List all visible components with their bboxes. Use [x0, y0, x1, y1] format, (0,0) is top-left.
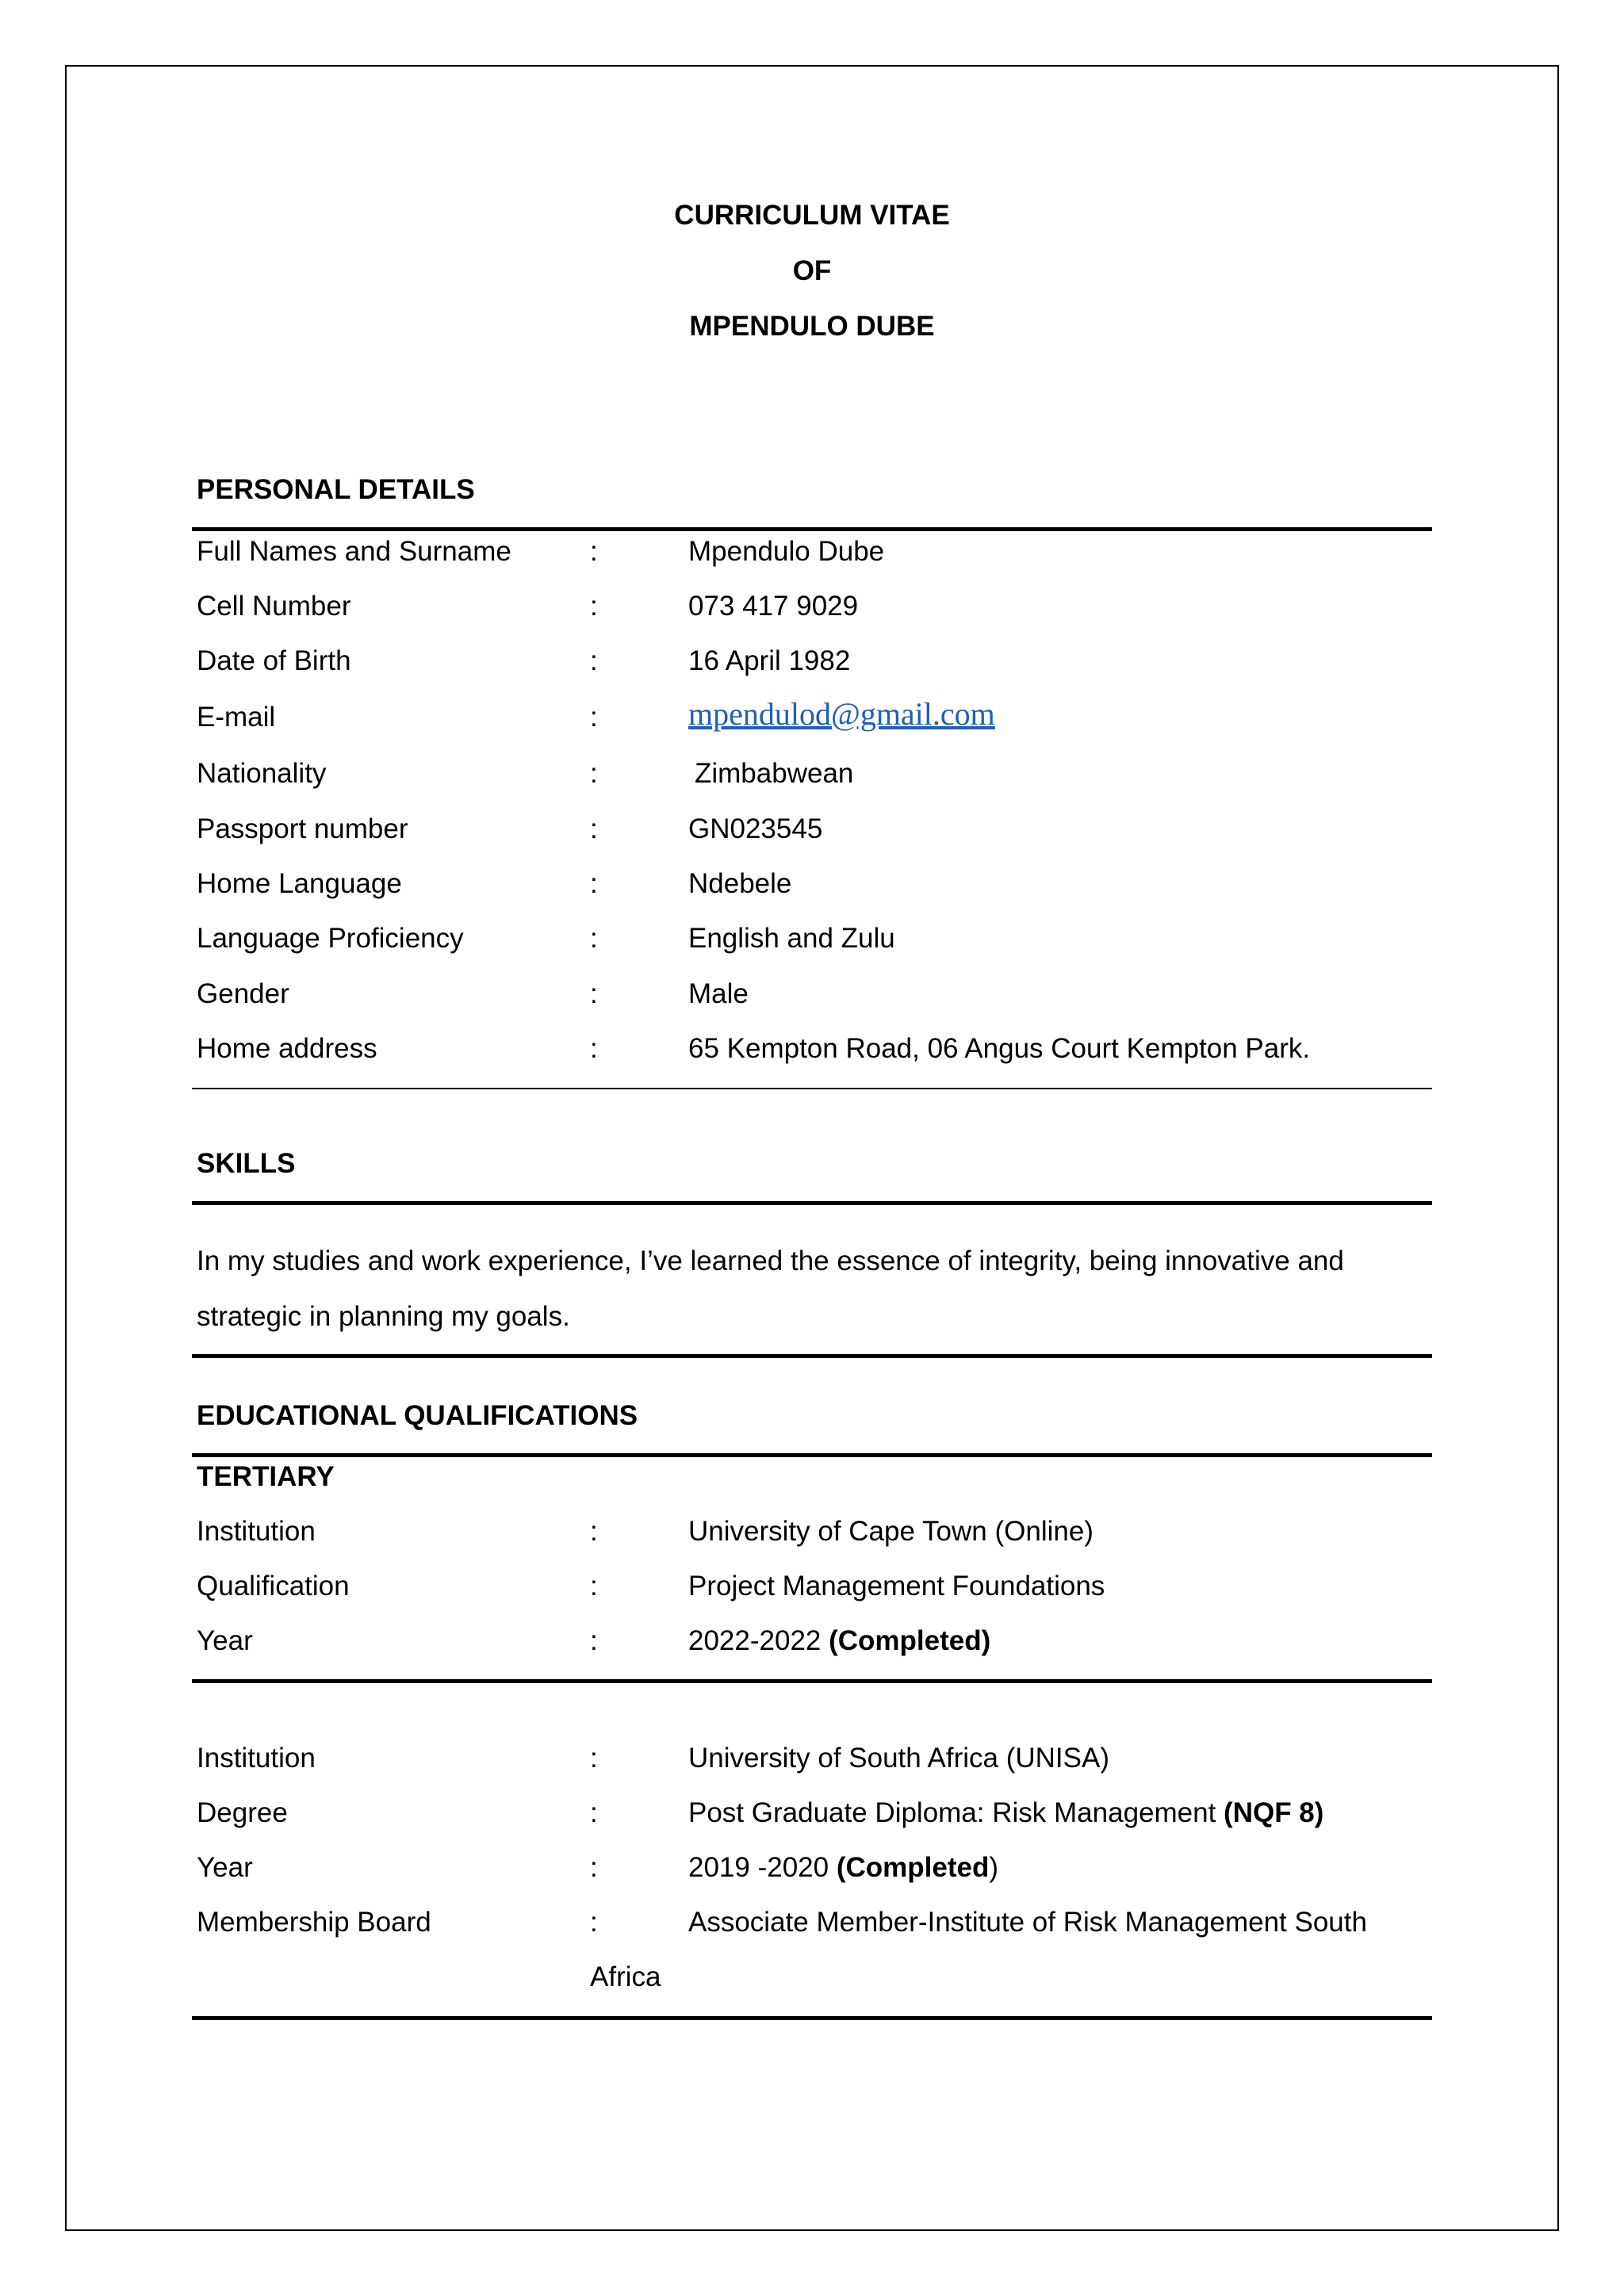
divider: [192, 1453, 1432, 1457]
separator: :: [590, 978, 598, 1009]
year-range: 2019 -2020: [688, 1852, 829, 1883]
skills-paragraph: In my studies and work experience, I’ve learned the essence of integrity, being innovative and strategic in planning my goals.: [197, 1246, 1344, 1332]
divider: [192, 1354, 1432, 1358]
label-year: Year: [197, 1625, 253, 1656]
label-passport-number: Passport number: [197, 813, 408, 844]
label-qualification: Qualification: [197, 1571, 350, 1601]
label-gender: Gender: [197, 978, 289, 1009]
label-year: Year: [197, 1852, 253, 1883]
divider: [192, 1201, 1432, 1205]
divider: [192, 1679, 1432, 1683]
value-cell-number: 073 417 9029: [688, 591, 859, 622]
value-institution: University of Cape Town (Online): [688, 1516, 1094, 1547]
separator: :: [590, 702, 598, 733]
label-home-language: Home Language: [197, 868, 402, 899]
label-cell-number: Cell Number: [197, 591, 351, 622]
value-home-address: 65 Kempton Road, 06 Angus Court Kempton Park.: [688, 1033, 1311, 1064]
value-nationality: Zimbabwean: [695, 758, 854, 789]
value-institution: University of South Africa (UNISA): [688, 1743, 1109, 1774]
skills-heading: SKILLS: [197, 1148, 296, 1179]
value-membership: Associate Member-Institute of Risk Management South: [688, 1907, 1367, 1938]
value-gender: Male: [688, 978, 749, 1009]
value-language-proficiency: English and Zulu: [688, 923, 895, 954]
separator: :: [590, 923, 598, 954]
value-passport-number: GN023545: [688, 813, 823, 844]
label-full-name: Full Names and Surname: [197, 536, 511, 567]
personal-details-heading: PERSONAL DETAILS: [197, 474, 475, 505]
separator: :: [590, 1797, 598, 1828]
separator: :: [590, 591, 598, 622]
separator: :: [590, 536, 598, 567]
value-degree: [688, 1796, 1323, 1831]
label-institution: Institution: [197, 1743, 316, 1774]
separator: :: [590, 1033, 598, 1064]
year-close: ): [989, 1852, 998, 1883]
separator: :: [590, 1625, 598, 1656]
separator: :: [590, 1907, 598, 1938]
separator: :: [590, 868, 598, 899]
separator: :: [590, 1743, 598, 1774]
year-status: (Completed: [836, 1852, 990, 1883]
email-link[interactable]: mpendulod@gmail.com: [688, 696, 995, 732]
divider: [192, 1088, 1432, 1089]
divider: [192, 2016, 1432, 2020]
separator: :: [590, 1571, 598, 1601]
label-language-proficiency: Language Proficiency: [197, 923, 464, 954]
separator: :: [590, 1852, 598, 1883]
separator: :: [590, 813, 598, 844]
cv-title-of: OF: [792, 255, 832, 286]
degree-name: Post Graduate Diploma: Risk Management: [688, 1797, 1216, 1828]
year-status: (Completed): [829, 1625, 991, 1656]
value-date-of-birth: 16 April 1982: [688, 645, 851, 676]
value-qualification: Project Management Foundations: [688, 1571, 1105, 1601]
separator: :: [590, 758, 598, 789]
label-nationality: Nationality: [197, 758, 327, 789]
value-full-name: Mpendulo Dube: [688, 536, 885, 567]
divider: [192, 527, 1432, 531]
year-range: 2022-2022: [688, 1625, 822, 1656]
label-institution: Institution: [197, 1516, 316, 1547]
label-membership-board: Membership Board: [197, 1907, 431, 1938]
cv-title: CURRICULUM VITAE: [674, 200, 950, 231]
value-membership-continued: Africa: [590, 1961, 661, 1992]
label-date-of-birth: Date of Birth: [197, 645, 351, 676]
value-home-language: Ndebele: [688, 868, 792, 899]
degree-level: (NQF 8): [1224, 1797, 1324, 1828]
education-heading: EDUCATIONAL QUALIFICATIONS: [197, 1400, 638, 1431]
label-home-address: Home address: [197, 1033, 377, 1064]
separator: :: [590, 645, 598, 676]
separator: :: [590, 1516, 598, 1547]
cv-name: MPENDULO DUBE: [689, 311, 935, 342]
value-year: [688, 1850, 998, 1885]
label-email: E-mail: [197, 702, 276, 733]
label-degree: Degree: [197, 1797, 288, 1828]
value-year: [688, 1624, 990, 1659]
tertiary-subheading: TERTIARY: [197, 1461, 335, 1492]
